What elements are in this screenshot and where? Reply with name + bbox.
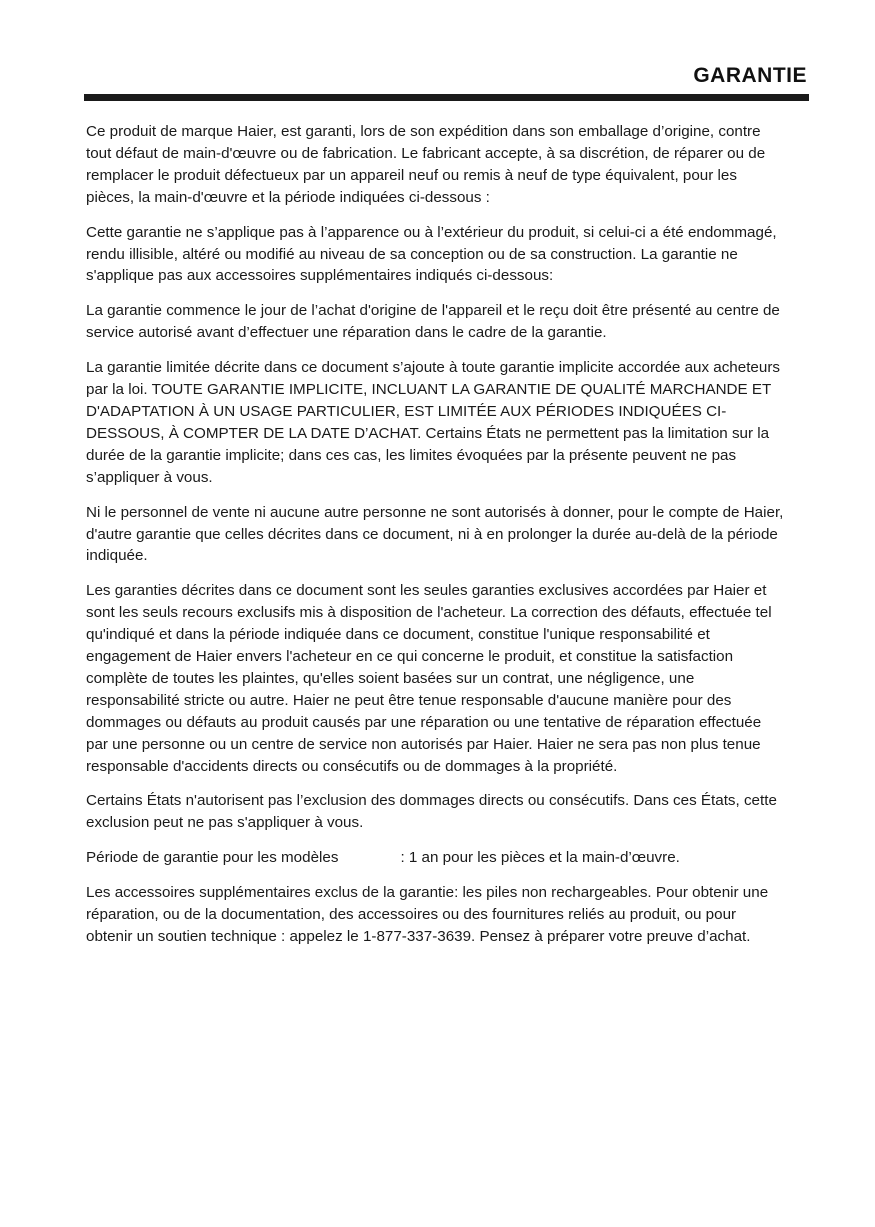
paragraph-exclusive-remedies: Les garanties décrites dans ce document sont les seules garanties exclusives accordées par Haier et sont les seuls recours exclusifs mis à disposition de l'acheteur. La correction des défauts, effectuée tel qu'indiqué et dans la période indiquée dans ce document, constitue l'unique responsabilité et engagement de Haier envers l'acheteur en ce qui concerne le produit, et constitue la satisfaction complète de toutes les plaintes, qu'elles soient basées sur un contrat, une négligence, une responsabilité stricte ou autre. Haier ne peut être tenue responsable d'aucune manière pour des dommages ou défauts au produit causés par une réparation ou une tentative de réparation effectuée par une personne ou un centre de service non autorisés par Haier. Haier ne sera pas non plus tenue responsable d'accidents directs ou consécutifs ou de dommages à la propriété. bbox=[86, 582, 772, 775]
warranty-period-value: : 1 an pour les pièces et la main-d’œuvre. bbox=[400, 849, 680, 867]
page-title: GARANTIE bbox=[693, 64, 807, 87]
warranty-period-line bbox=[86, 847, 786, 869]
paragraph-no-other-warranty: Ni le personnel de vente ni aucune autre personne ne sont autorisés à donner, pour le compte de Haier, d'autre garantie que celles décrites dans ce document, ni à en prolonger la durée au-delà de la période indiquée. bbox=[86, 503, 784, 565]
paragraph-exclusions: Cette garantie ne s’applique pas à l’apparence ou à l’extérieur du produit, si celui-ci a été endommagé, rendu illisible, altéré ou modifié au niveau de sa conception ou de sa construction. La garantie ne s'applique pas aux accessoires supplémentaires indiqués ci-dessous: bbox=[86, 223, 777, 285]
paragraph-implied-warranty: La garantie limitée décrite dans ce document s’ajoute à toute garantie implicite accordée aux acheteurs par la loi. TOUTE GARANTIE IMPLICITE, INCLUANT LA GARANTIE DE QUALITÉ MARCHANDE ET D'ADAPTATION À UN USAGE PARTICULIER, EST LIMITÉE AUX PÉRIODES INDIQUÉES CI-DESSOUS, À COMPTER DE LA DATE D’ACHAT. Certains États ne permettent pas la limitation sur la durée de la garantie implicite; dans ces cas, les limites évoquées par la présente peuvent ne pas s’appliquer à vous. bbox=[86, 359, 780, 486]
paragraph-accessories-support: Les accessoires supplémentaires exclus de la garantie: les piles non rechargeables. Pour obtenir une réparation, ou de la documentation, des accessoires ou des fournitures reliés au produit, ou pour obtenir un soutien technique : appelez le 1-877-337-3639. Pensez à préparer votre preuve d’achat. bbox=[86, 884, 769, 945]
warranty-body bbox=[86, 121, 786, 961]
paragraph-coverage: Ce produit de marque Haier, est garanti, lors de son expédition dans son emballage d’origine, contre tout défaut de main-d'œuvre ou de fabrication. Le fabricant accepte, à sa discrétion, de réparer ou de remplacer le produit défectueux par un appareil neuf ou remis à neuf de type équivalent, pour les pièces, la main-d'œuvre et la période indiquées ci-dessous : bbox=[86, 123, 766, 206]
paragraph-state-exclusions: Certains États n'autorisent pas l’exclusion des dommages directs ou consécutifs. Dans ces États, cette exclusion peut ne pas s'appliquer à vous. bbox=[86, 792, 777, 832]
warranty-period-label: Période de garantie pour les modèles bbox=[86, 849, 339, 867]
paragraph-start-date: La garantie commence le jour de l’achat d'origine de l'appareil et le reçu doit être présenté au centre de service autorisé avant d’effectuer une réparation dans le cadre de la garantie. bbox=[86, 302, 780, 342]
title-divider bbox=[84, 94, 809, 101]
